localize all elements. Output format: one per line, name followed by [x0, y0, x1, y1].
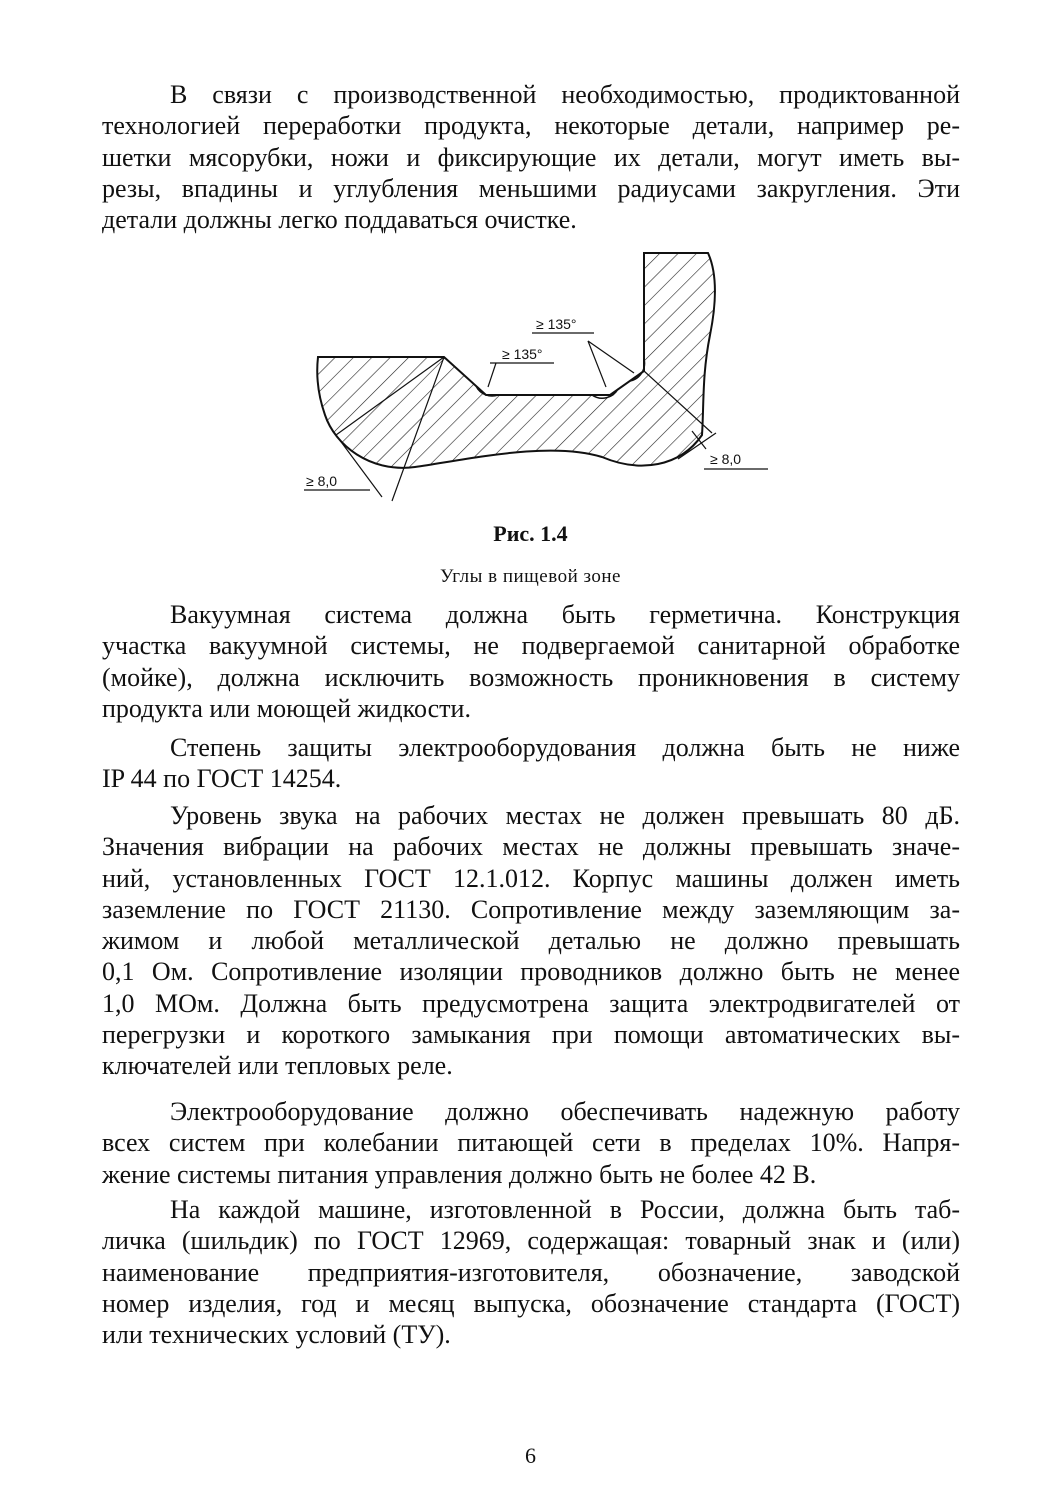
text-line: или технических условий (ТУ).: [102, 1320, 451, 1350]
text-line: Значения вибрации на рабочих местах не должны превышать значе-: [102, 832, 960, 862]
leader-line: [488, 363, 496, 387]
text-line: ний, установленных ГОСТ 12.1.012. Корпус машины должен иметь: [102, 863, 960, 893]
paragraph-3: [102, 732, 960, 795]
text-line: продукта или моющей жидкости.: [102, 693, 471, 723]
dimension-label-right: ≥ 8,0: [710, 451, 742, 467]
text-line: Электрооборудование должно обеспечивать надежную работу: [170, 1097, 960, 1126]
page-number: 6: [525, 1443, 536, 1468]
text-line: IP 44 по ГОСТ 14254.: [102, 764, 342, 794]
food-zone-diagram: [300, 245, 780, 510]
text-line: всех систем при колебании питающей сети в пределах 10%. Напря-: [102, 1128, 960, 1158]
dimension-label-left: ≥ 8,0: [306, 473, 338, 489]
figure-caption: Углы в пищевой зоне: [440, 566, 621, 587]
text-line: личка (шильдик) по ГОСТ 12969, содержащая: товарный знак и (или): [102, 1226, 960, 1256]
paragraph-2: [102, 599, 960, 724]
text-line: 1,0 МОм. Должна быть предусмотрена защита электродвигателей от: [102, 988, 960, 1018]
text-line: технологией переработки продукта, некоторые детали, например ре-: [102, 111, 960, 141]
text-line: Вакуумная система должна быть герметична. Конструкция: [170, 600, 960, 629]
text-line: шетки мясорубки, ножи и фиксирующие их детали, могут иметь вы-: [102, 142, 960, 172]
text-line: участка вакуумной системы, не подвергаемой санитарной обработке: [102, 631, 960, 661]
text-line: заземление по ГОСТ 21130. Сопротивление между заземляющим за-: [102, 894, 960, 924]
paragraph-6: [102, 1194, 960, 1350]
figure-number: Рис. 1.4: [493, 521, 568, 546]
text-line: ключателей или тепловых реле.: [102, 1051, 453, 1081]
text-line: детали должны легко поддаваться очистке.: [102, 205, 577, 235]
text-line: В связи с производственной необходимостью, продиктованной: [170, 80, 960, 109]
paragraph-1: [102, 79, 960, 235]
text-line: Уровень звука на рабочих местах не должен превышать 80 дБ.: [170, 801, 960, 830]
angle-label-upper: ≥ 135°: [536, 316, 577, 332]
text-line: перегрузки и короткого замыкания при помощи автоматических вы-: [102, 1020, 960, 1050]
text-line: жение системы питания управления должно быть не более 42 В.: [102, 1159, 817, 1189]
angle-label-lower: ≥ 135°: [502, 346, 543, 362]
paragraph-4: [102, 800, 960, 1082]
paragraph-5: [102, 1096, 960, 1190]
text-line: наименование предприятия-изготовителя, обозначение, заводской: [102, 1257, 960, 1287]
text-line: (мойке), должна исключить возможность проникновения в систему: [102, 662, 960, 692]
figure-food-zone-angles: [300, 245, 780, 510]
text-line: жимом и любой металлической деталью не должно превышать: [102, 926, 960, 956]
text-line: номер изделия, год и месяц выпуска, обозначение стандарта (ГОСТ): [102, 1288, 960, 1318]
text-line: 0,1 Ом. Сопротивление изоляции проводников должно быть не менее: [102, 957, 960, 987]
text-line: На каждой машине, изготовленной в России, должна быть таб-: [170, 1195, 960, 1224]
text-line: резы, впадины и углубления меньшими радиусами закругления. Эти: [102, 173, 960, 203]
text-line: Степень защиты электрооборудования должна быть не ниже: [170, 733, 960, 762]
